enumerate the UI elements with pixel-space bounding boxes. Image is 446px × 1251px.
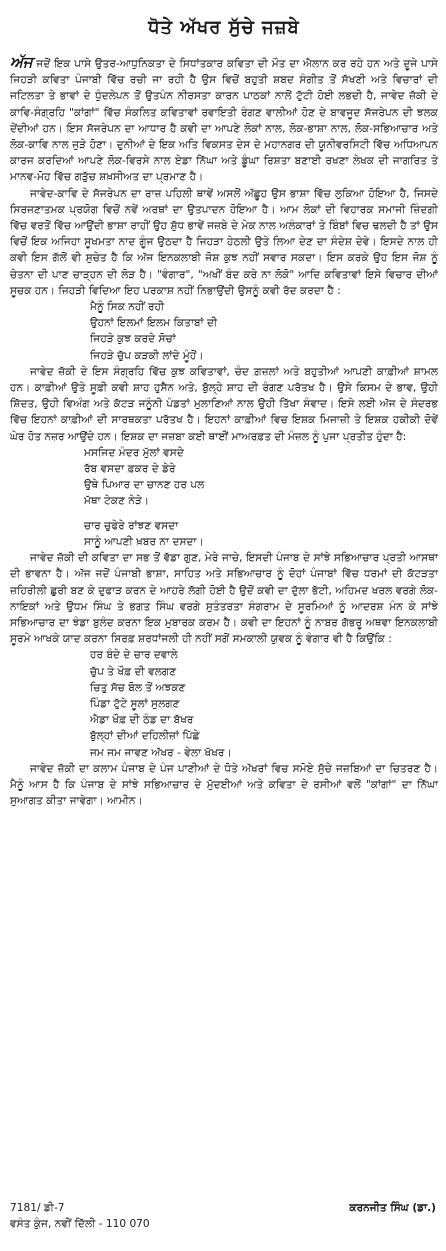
verse-line: ਸਾਨੂੰ ਆਪਣੀ ਖ਼ਬਰ ਨਾ ਦਸਦਾ। (84, 535, 204, 548)
article-footer (10, 1200, 436, 1232)
verse-block-3 (10, 647, 438, 760)
verse-line: ਜਿਹੜੇ ਕੁਝ ਕਰਦੇ ਸੋਚਾਂ (90, 333, 176, 346)
verse-line: ਮਸਜਿਦ ਮੰਦਰ ਮੁੱਲਾਂ ਵਸਦੇ (84, 446, 184, 459)
verse-line: ਹਰ ਬੰਦੇ ਦੇ ਚਾਰ ਦਵਾਲੇ (90, 649, 178, 662)
verse-line: ਉਥੇ ਪਿਆਰ ਦਾ ਚਾਨਣ ਹਰ ਪਲ (84, 479, 205, 492)
verse-line: ਚਿਤੁ ਸੱਚ ਬੋਲ ਤੋਂ ਅਝਕਣ (90, 681, 186, 694)
paragraph-4: ਜਾਵੇਦ ਜ਼ੱਕੀ ਦੀ ਕਵਿਤਾ ਦਾ ਸਭ ਤੋਂ ਵੱਡਾ ਗੁਣ, ਮੇਰੇ ਜਾਚੇ, ਇਸਦੀ ਪੰਜਾਬ ਦੇ ਸਾਂਝੇ ਸਭਿਆਚਾਰ ਪ੍ਰਤੀ ਆਸਥਾ ਦੀ ਭਾਵਨਾ ਹੈ। ਅੱਜ ਜਦੋਂ ਪੰਜਾਬੀ ਭਾਸ਼ਾ, ਸਾਹਿਤ ਅਤੇ ਸਭਿਆਚਾਰ ਨੂੰ ਦੋਹਾਂ ਪੰਜਾਬਾਂ ਵਿੱਚ ਧਰਮਾਂ ਦੀ ਕੱਟੜਤਾ ਜ਼ਹਿਰੀਲੀ ਛੁਰੀ ਬਣ ਕੇ ਦੁਫਾੜ ਕਰਨ ਦੇ ਆਹਰੇ ਲੱਗੀ ਹੋਈ ਹੈ ਉਦੋਂ ਕਵੀ ਦਾ ਦੁੱਲਾ ਭੱਟੀ, ਅਹਿਮਦ ਖਰਲ ਵਰਗੇ ਲੋਕ-ਨਾਇਕਾਂ ਅਤੇ ਉਧਮ ਸਿੰਘ ਤੇ ਭਗਤ ਸਿੰਘ ਵਰਗੇ ਸੁਤੰਤਰਤਾ ਸੰਗਰਾਮ ਦੇ ਸੂਰਮਿਆਂ ਨੂੰ ਆਦਰਸ਼ ਮੰਨ ਕੇ ਸਾਂਝੇ ਸਭਿਆਚਾਰ ਦਾ ਝੰਡਾ ਬੁਲੰਦ ਕਰਨਾ ਇਕ ਮੁਬਾਰਕ ਕਰਮ ਹੈ। ਕਵੀ ਦਾ ਇਹਨਾਂ ਨੂੰ ਨਾਬਰ ਗੱਭਰੂ ਅਥਵਾ ਇਨਕਲਾਬੀ ਸੂਰਮੇ ਆਖਕੇ ਯਾਦ ਕਰਨਾ ਸਿਰਫ਼ ਸ਼ਰਧਾਂਜਲੀ ਹੀ ਨਹੀਂ ਸਗੋਂ ਸਮਕਾਲੀ ਯੁਵਕ ਨੂੰ ਵੰਗਾਰ ਵੀ ਹੈ ਕਿਉਂਕਿ : (10, 552, 438, 646)
verse-line: ਉਹਨਾਂ ਇਲਮਾਂ ਇਲਮ ਕਿਤਾਬਾਂ ਦੀ (90, 317, 218, 330)
address-line-1: 7181/ ਡੀ-7 (10, 1202, 65, 1214)
verse-line: ਜਮ ਜਮ ਜਾਵਣ ਅੱਖਰ - ਵੇਲਾ ਖੱਖਰ। (90, 746, 232, 759)
paragraph-5: ਜਾਵੇਦ ਜ਼ੱਕੀ ਦਾ ਕਲਾਮ ਪੰਜਾਬ ਦੇ ਪੰਜ ਪਾਣੀਆਂ ਦੇ ਧੋਤੇ ਅੱਖਰਾਂ ਵਿਚ ਸਮੋਏ ਸੁੱਚੇ ਜਜ਼ਬਿਆਂ ਦਾ ਚਿਤਰਣ ਹੈ। ਮੈਨੂੰ ਆਸ ਹੈ ਕਿ ਪੰਜਾਬ ਦੇ ਸਾਂਝੇ ਸਭਿਆਚਾਰ ਦੇ ਮੁੱਦਈਆਂ ਅਤੇ ਕਵਿਤਾ ਦੇ ਰਸੀਆਂ ਵਲੋਂ "ਕਾਂਗਾਂ" ਦਾ ਨਿੱਘਾ ਸੁਆਗਤ ਕੀਤਾ ਜਾਵੇਗਾ। ਆਮੀਨ। (10, 762, 438, 808)
article-title: ਧੋਤੇ ਅੱਖਰ ਸੁੱਚੇ ਜਜ਼ਬੇ (148, 17, 300, 38)
verse-line: ਬੁੱਲ੍ਹਾਂ ਦੀਆਂ ਦਹਿਲੀਜ਼ਾਂ ਪਿੱਛੇ (90, 730, 200, 743)
intro-text: ਜਦੋਂ ਇਕ ਪਾਸੇ ਉਤਰ-ਆਧੁਨਿਕਤਾ ਦੇ ਸਿਧਾਂਤਕਾਰ ਕਵਿਤਾ ਦੀ ਮੌਤ ਦਾ ਐਲਾਨ ਕਰ ਰਹੇ ਹਨ ਅਤੇ ਦੂਜੇ ਪਾਸੇ ਜਿਹੜੀ ਕਵਿਤਾ ਪੰਜਾਬੀ ਵਿੱਚ ਰਚੀ ਜਾ ਰਹੀ ਹੈ ਉਸ ਵਿਚੋਂ ਬਹੁਤੀ ਸ਼ਬਦ ਸੰਗੀਤ ਤੋਂ ਸੱਖਣੀ ਅਤੇ ਵਿਚਾਰਾਂ ਦੀ ਜਟਿਲਤਾ ਤੇ ਭਾਵਾਂ ਦੇ ਧੁੰਦਲੇਪਨ ਤੋਂ ਉਤਪੰਨ ਨੀਰਸਤਾ ਕਾਰਨ ਪਾਠਕਾਂ ਨਾਲੋਂ ਟੁੱਟੀ ਹੋਈ ਲਭਦੀ ਹੈ, ਜਾਵੇਦ ਜ਼ੱਕੀ ਦੇ ਕਾਵਿ-ਸੰਗ੍ਰਹਿ "ਕਾਂਗਾਂ" ਵਿੱਚ ਸੰਕਲਿਤ ਕਵਿਤਾਵਾਂ ਰਵਾਇਤੀ ਰੰਗਣ ਵਾਲੀਆਂ ਹੋਣ ਦੇ ਬਾਵਜੂਦ ਸੱਜਰੇਪਨ ਦੀ ਝਲਕ ਦੇਂਦੀਆਂ ਹਨ। ਇਸ ਸੱਜਰੇਪਨ ਦਾ ਆਧਾਰ ਹੈ ਕਵੀ ਦਾ ਆਪਣੇ ਲੋਕਾਂ ਨਾਲ, ਲੋਕ-ਭਾਸ਼ਾ ਨਾਲ, ਲੋਕ-ਸਭਿਆਚਾਰ ਅਤੇ ਲੋਕ-ਕਾਵਿ ਨਾਲ ਜੁੜੇ ਹੋਣਾ। ਦੁਨੀਆਂ ਦੇ ਇਕ ਅਤਿ ਵਿਕਸਤ ਦੇਸ ਦੇ ਮਹਾਨਗਰ ਦੀ ਯੂਨੀਵਰਸਿਟੀ ਵਿੱਚ ਅਧਿਆਪਨ ਕਾਰਜ ਕਰਦਿਆਂ ਆਪਣੇ ਲੋਕ-ਵਿਰਸੇ ਨਾਲ ਏਡਾ ਨਿੱਘਾ ਅਤੇ ਡੂੰਘਾ ਰਿਸ਼ਤਾ ਬਣਾਈ ਰਖਣਾ ਲੇਖਕ ਦੀ ਜਾਗਰਿਤ ਤੇ ਮਾਨਵ-ਮੋਹ ਵਿੱਚ ਗੜੁੱਚ ਸ਼ਖ਼ਸੀਅਤ ਦਾ ਪ੍ਰਮਾਣ ਹੈ। (10, 58, 438, 184)
intro-paragraph (10, 54, 438, 186)
footer-row (10, 1200, 436, 1216)
paragraph-3: ਜਾਵੇਦ ਜ਼ੱਕੀ ਦੇ ਇਸ ਸੰਗ੍ਰਹਿ ਵਿੱਚ ਕੁਝ ਕਵਿਤਾਵਾਂ, ਚੰਦ ਗ਼ਜ਼ਲਾਂ ਅਤੇ ਬਹੁਤੀਆਂ ਆਪਣੀ ਕਾਫ਼ੀਆਂ ਸ਼ਾਮਲ ਹਨ। ਕਾਫ਼ੀਆਂ ਉਤੇ ਸੂਫ਼ੀ ਕਵੀ ਸ਼ਾਹ ਹੁਸੈਨ ਅਤੇ, ਬੁੱਲ੍ਹੇ ਸ਼ਾਹ ਦੀ ਰੰਗਣ ਪਰੱਤਖ ਹੈ। ਉਸੇ ਕਿਸਮ ਦੇ ਭਾਵ, ਉਹੀ ਸ਼ਿੱਦਤ, ਉਹੀ ਵਿਅੰਗ ਅਤੇ ਕੱਟੜ ਜਨੂੰਨੀ ਪੰਡਤਾਂ ਮੁਲਾਣਿਆਂ ਨਾਲ ਉਹੀ ਤਿੱਖਾ ਸੰਵਾਦ। ਇਸੇ ਲਈ ਅੱਜ ਦੇ ਸੰਦਰਭ ਵਿੱਚ ਇਹਨਾਂ ਕਾਫ਼ੀਆਂ ਦੀ ਸਾਰਥਕਤਾ ਪਰੱਤਖ ਹੈ। ਇਹਨਾਂ ਕਾਫ਼ੀਆਂ ਵਿਚ ਇਸ਼ਕ ਮਿਜਾਜ਼ੀ ਤੇ ਇਸ਼ਕ ਹਕੀਕੀ ਦੋਵੇਂ ਘੇਰ ਹੋਤ ਨਜ਼ਰ ਆਉਂਦੇ ਹਨ। ਇਸ਼ਕ ਦਾ ਜਜ਼ਬਾ ਕਈ ਥਾਈਂ ਮਾਅਰਫ਼ਤ ਦੀ ਮੰਜ਼ਲ ਨੂੰ ਪੁਜਾ ਪ੍ਰਤੀਤ ਹੁੰਦਾ ਹੈ: (10, 365, 438, 443)
lead-word: ਅੱਜ (10, 53, 33, 71)
verse-line: ਮੱਥਾ ਟੇਕਣ ਨੇੜੇ। (84, 495, 150, 508)
verse-line: ਪਿੰਡਾ ਟੁੱਟੇ ਸੂਲਾਂ ਸੁਲਗਣ (90, 697, 180, 710)
stanza-gap (84, 510, 438, 518)
verse-line: ਜਿਹੜੇ ਚੁੱਪ ਕੜਕੀ ਲਾਂਦੇ ਮੂੰਹੋਂ। (90, 349, 204, 362)
verse-block-2 (10, 445, 438, 550)
address-line-2: ਵਸੰਤ ਕੁੰਜ, ਨਵੀਂ ਦਿੱਲੀ - 110 070 (10, 1218, 150, 1230)
verse-line: ਮੈਨੂੰ ਸਿਕ ਨਹੀਂ ਰਹੀ (90, 301, 165, 314)
verse-line: ਰੱਬ ਵਸਦਾ ਫ਼ਕਰ ਦੇ ਡੇਰੇ (84, 463, 176, 476)
author-name: ਕਰਨਜੀਤ ਸਿੰਘ (ਡਾ.) (349, 1202, 436, 1214)
verse-line: ਐਡਾ ਖੌਫ਼ ਦੀ ਠੰਡ ਦਾ ਬੱਖਰ (90, 714, 194, 727)
verse-block-1 (10, 299, 438, 364)
paragraph-2: ਜਾਵੇਦ-ਕਾਵਿ ਦੇ ਸੱਜਰੇਪਨ ਦਾ ਰਾਜ਼ ਪਹਿਲੀ ਥਾਵੇਂ ਅਸਲੋਂ ਅੱਛੂਹ ਉਸ ਭਾਸ਼ਾ ਵਿੱਚ ਲੁਕਿਆ ਹੋਇਆ ਹੈ, ਜਿਸਦੇ ਸਿਰਜਣਾਤਮਕ ਪ੍ਰਯੋਗ ਵਿਚੋਂ ਨਵੇਂ ਅਰਥਾਂ ਦਾ ਉਤਪਾਦਨ ਹੋਇਆ ਹੈ। ਆਮ ਲੋਕਾਂ ਦੀ ਵਿਹਾਰਕ ਸਮਾਜੀ ਜ਼ਿੰਦਗੀ ਵਿੱਚ ਵਰਤੋਂ ਵਿੱਚ ਆਉਂਦੀ ਭਾਸ਼ਾ ਰਾਹੀਂ ਉਹ ਸ਼ੁੱਧ ਭਾਵੇਂ ਜਜ਼ਬੇ ਦੇ ਮੇਕ ਨਾਲ ਅਲੰਕਾਰਾਂ ਤੇ ਬਿੰਬਾਂ ਵਿਚ ਢਲਦੀ ਹੈ ਤਾਂ ਉਸ ਵਿਚੋਂ ਇਕ ਅਜਿਹਾ ਸੂਖਮਤਾ ਨਾਦ ਗੂੰਜ ਉਠਦਾ ਹੈ ਜਿਹੜਾ ਹੇਠਲੀ ਉਤੇ ਲਿਆ ਦੇਣ ਦਾ ਸੰਦੇਸ਼ ਦੇਵੇ। ਇਸਦੇ ਨਾਲ ਹੀ ਕਵੀ ਇਸ ਗੱਲੋਂ ਵੀ ਸੁਚੇਤ ਹੈ ਕਿ ਅੱਜ ਇਨਕਲਾਬੀ ਜੋਸ਼ ਕੁਝ ਨਹੀਂ ਸਵਾਰ ਸਕਦਾ। ਇਸ ਕਰਕੇ ਉਹ ਇਸ ਜੋਸ਼ ਨੂੰ ਚੇਤਨਾ ਦੀ ਪਾਣ ਚਾੜ੍ਹਨ ਦੀ ਲੋੜ ਹੈ। "ਵੰਗਾਰ", "ਅਖੀਂ ਬੰਦ ਕਰੇ ਨਾ ਲੋਕੋ" ਆਦਿ ਕਵਿਤਾਵਾਂ ਇਸੇ ਵਿਚਾਰ ਦੀਆਂ ਸੂਚਕ ਹਨ। ਜਿਹੜੀ ਵਿਦਿਆ ਇਹ ਪਰਕਾਸ਼ ਨਹੀਂ ਨਿਭਾਉਂਦੀ ਉਸਨੂੰ ਕਵੀ ਰੱਦ ਕਰਦਾ ਹੈ : (10, 187, 438, 297)
verse-line: ਚੁੱਪ ਤੇ ਖੌਫ਼ ਦੀ ਵਲਗਣ (90, 665, 177, 678)
verse-line: ਚਾਰ ਚੁਫੇਰੇ ਰਾਂਝਣ ਵਸਦਾ (84, 519, 179, 532)
